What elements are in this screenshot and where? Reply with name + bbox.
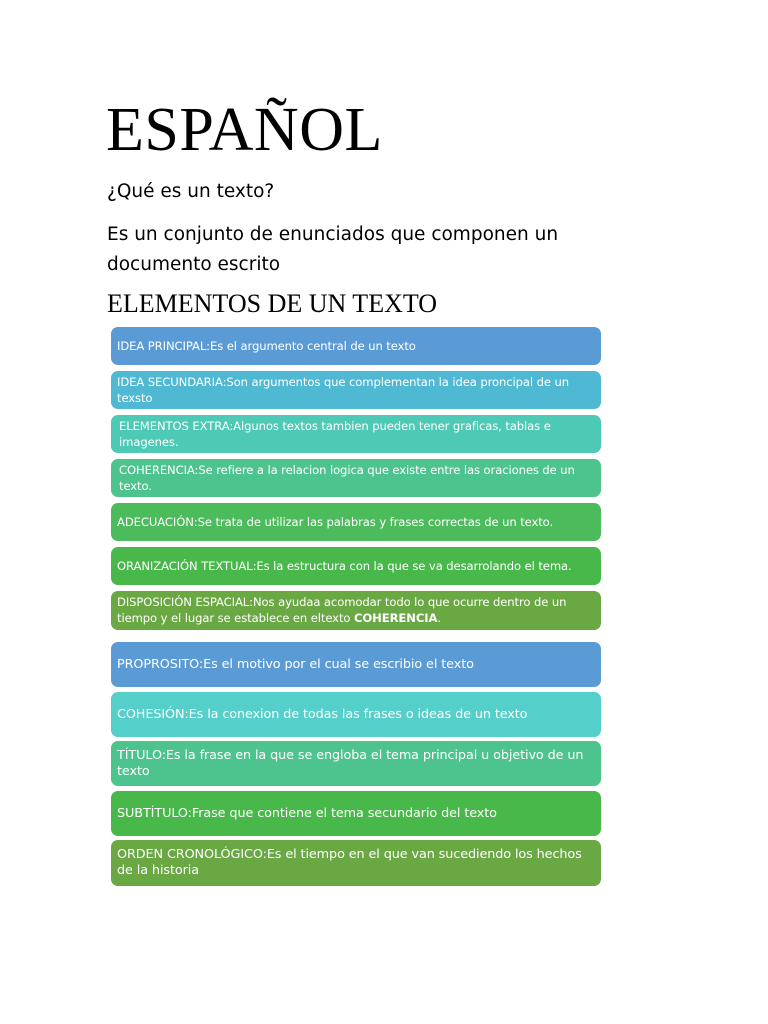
element-box-subtitulo bbox=[111, 791, 601, 836]
element-box-text: IDEA PRINCIPAL:Es el argumento central de un texto bbox=[117, 339, 416, 353]
element-box-text-main: DISPOSICIÓN ESPACIAL:Nos ayudaa acomodar todo lo que ocurre dentro de un tiempo y el lugar se establece en eltexto bbox=[117, 595, 567, 625]
element-box-text: TÍTULO:Es la frase en la que se engloba el tema principal u objetivo de un texto bbox=[117, 747, 584, 779]
element-box-disposicion-espacial bbox=[111, 591, 601, 630]
element-box-elementos-extra bbox=[111, 415, 601, 453]
element-box-coherencia bbox=[111, 459, 601, 497]
definition-paragraph: Es un conjunto de enunciados que componen un documento escrito bbox=[107, 224, 559, 275]
element-box-text bbox=[117, 594, 595, 626]
element-box-proposito bbox=[111, 642, 601, 687]
element-box-idea-secundaria bbox=[111, 371, 601, 409]
element-box-titulo bbox=[111, 741, 601, 786]
element-box-idea-principal bbox=[111, 327, 601, 365]
element-box-text: ORDEN CRONOLÓGICO:Es el tiempo en el que van sucediendo los hechos de la historia bbox=[117, 847, 582, 878]
element-box-emphasis: COHERENCIA bbox=[353, 611, 438, 625]
element-box-text: IDEA SECUNDARIA:Son argumentos que complementan la idea proncipal de un texsto bbox=[117, 375, 570, 405]
element-box-text: ADECUACIÓN:Se trata de utilizar las palabras y frases correctas de un texto. bbox=[117, 515, 554, 529]
element-box-organizacion-textual bbox=[111, 547, 601, 585]
element-box-text: SUBTÍTULO:Frase que contiene el tema secundario del texto bbox=[117, 805, 497, 821]
element-box-text: COHERENCIA:Se refiere a la relacion logica que existe entre las oraciones de un texto. bbox=[119, 463, 575, 493]
element-box-orden-cronologico bbox=[111, 840, 601, 886]
element-box-text: ORANIZACIÓN TEXTUAL:Es la estructura con la que se va desarrolando el tema. bbox=[117, 559, 572, 573]
element-box-adecuacion bbox=[111, 503, 601, 541]
element-box-text: COHESIÓN:Es la conexion de todas las frases o ideas de un texto bbox=[117, 706, 528, 722]
element-box-cohesion bbox=[111, 692, 601, 737]
section-title: ELEMENTOS DE UN TEXTO bbox=[107, 289, 438, 318]
page-title: ESPAÑOL bbox=[106, 96, 383, 164]
question-heading: ¿Qué es un texto? bbox=[107, 181, 275, 202]
element-box-text: PROPROSITO:Es el motivo por el cual se escribio el texto bbox=[117, 656, 474, 672]
element-box-text-suffix: . bbox=[437, 611, 441, 625]
element-box-text: ELEMENTOS EXTRA:Algunos textos tambien pueden tener graficas, tablas e imagenes. bbox=[119, 419, 551, 449]
